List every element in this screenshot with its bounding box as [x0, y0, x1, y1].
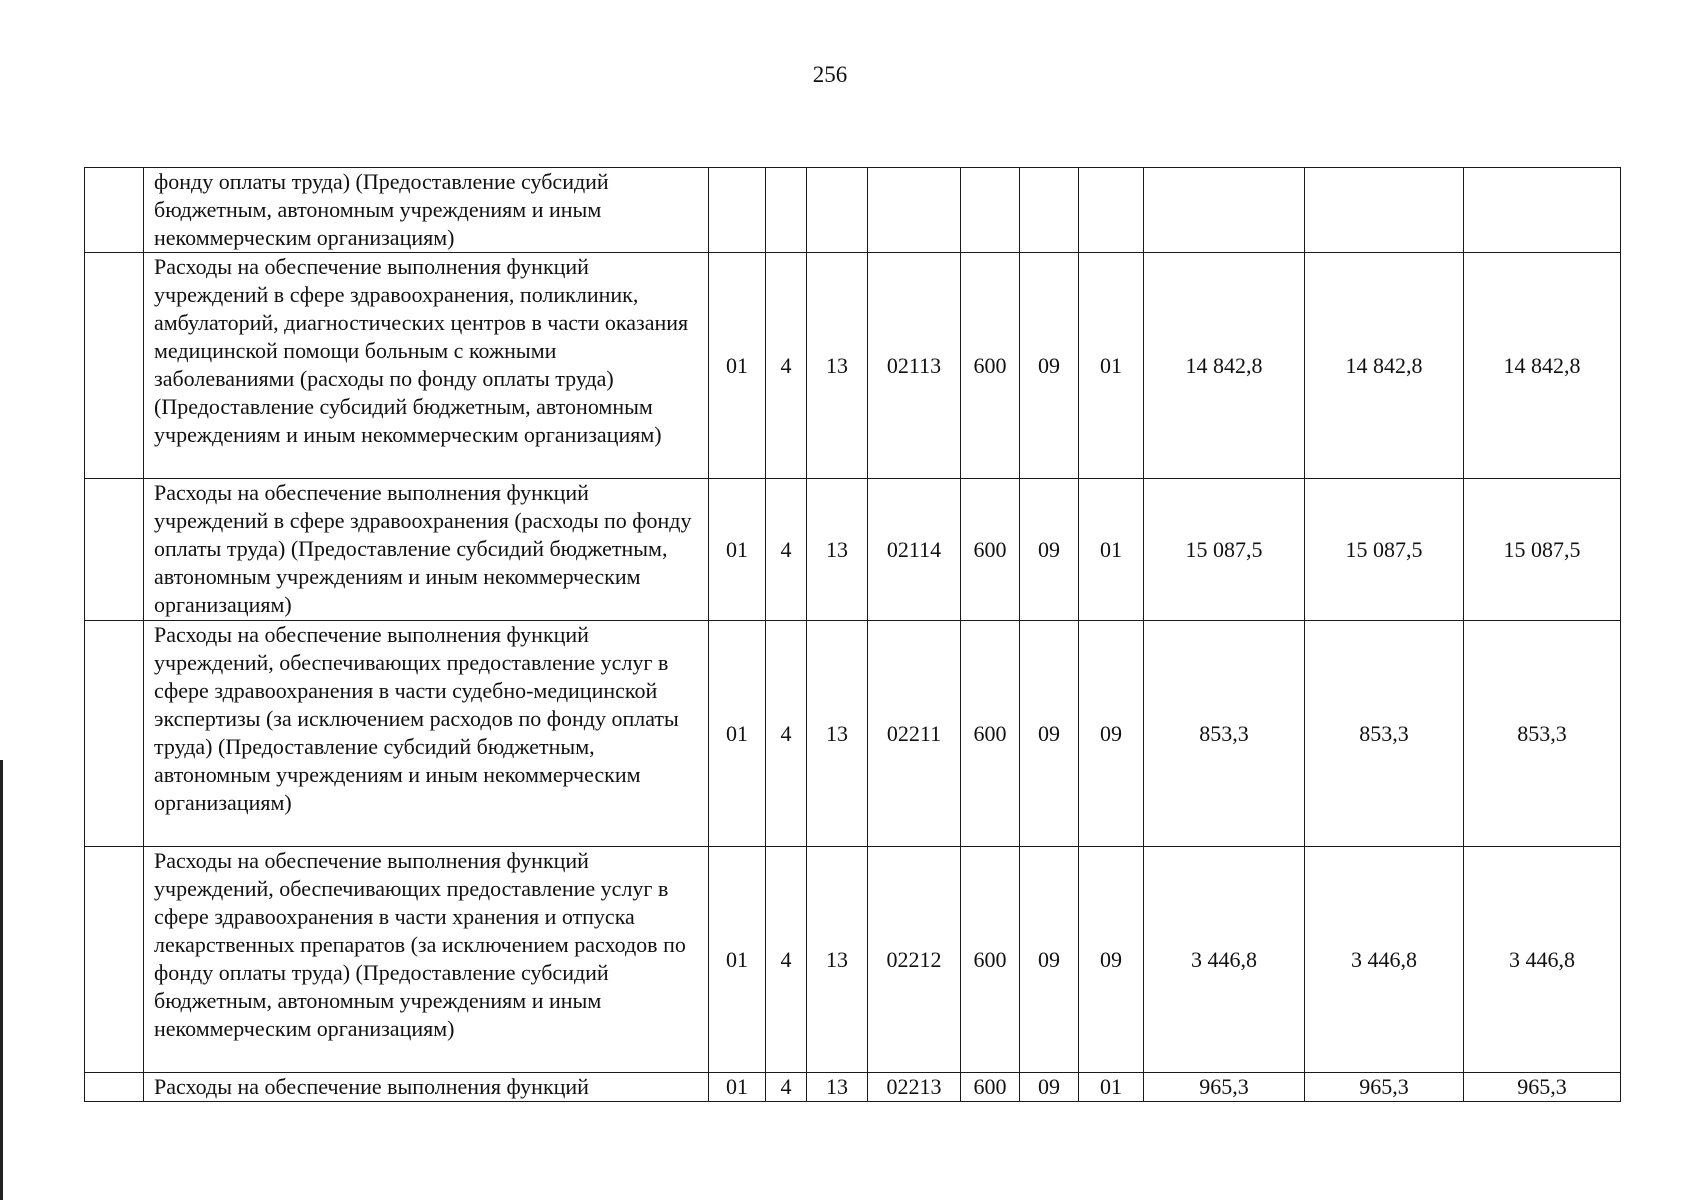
description-cell: фонду оплаты труда) (Предоставление субсидий бюджетным, автономным учреждениям и иным некоммерческим организациям) — [144, 168, 709, 253]
amount-cell: 965,3 — [1464, 1073, 1621, 1102]
row-number-cell — [85, 847, 144, 1073]
code-cell: 02114 — [868, 479, 961, 621]
row-number-cell — [85, 621, 144, 847]
code-cell: 01 — [1079, 1073, 1144, 1102]
scan-edge-mark — [0, 760, 3, 1200]
amount-cell: 15 087,5 — [1305, 479, 1464, 621]
code-cell: 600 — [961, 253, 1020, 479]
amount-cell: 3 446,8 — [1144, 847, 1305, 1073]
code-cell — [1020, 168, 1079, 253]
amount-cell: 853,3 — [1464, 621, 1621, 847]
code-cell: 600 — [961, 479, 1020, 621]
row-number-cell — [85, 1073, 144, 1102]
description-cell: Расходы на обеспечение выполнения функций учреждений, обеспечивающих предоставление услуг в сфере здравоохранения в части хранения и отпуска лекарственных препаратов (за исключением расходов по фонду оплаты труда) (Предоставление субсидий бюджетным, автономным учреждениям и иным некоммерческим организациям) — [144, 847, 709, 1073]
description-cell: Расходы на обеспечение выполнения функций учреждений в сфере здравоохранения (расходы по фонду оплаты труда) (Предоставление субсидий бюджетным, автономным учреждениям и иным некоммерческим организациям) — [144, 479, 709, 621]
code-cell: 09 — [1020, 253, 1079, 479]
code-cell: 01 — [709, 479, 766, 621]
description-cell: Расходы на обеспечение выполнения функций — [144, 1073, 709, 1102]
code-cell: 02212 — [868, 847, 961, 1073]
code-cell: 09 — [1020, 847, 1079, 1073]
code-cell: 01 — [709, 253, 766, 479]
budget-table — [84, 167, 1621, 1102]
code-cell — [766, 168, 807, 253]
page-number: 256 — [812, 62, 848, 87]
code-cell: 13 — [807, 253, 868, 479]
code-cell — [868, 168, 961, 253]
code-cell: 4 — [766, 847, 807, 1073]
amount-cell — [1144, 168, 1305, 253]
code-cell: 4 — [766, 253, 807, 479]
amount-cell: 15 087,5 — [1464, 479, 1621, 621]
code-cell: 09 — [1079, 621, 1144, 847]
code-cell: 4 — [766, 1073, 807, 1102]
amount-cell: 853,3 — [1144, 621, 1305, 847]
code-cell: 09 — [1079, 847, 1144, 1073]
code-cell: 02211 — [868, 621, 961, 847]
table-row — [85, 847, 1621, 1073]
table-row — [85, 168, 1621, 253]
table-row — [85, 1073, 1621, 1102]
code-cell: 01 — [1079, 479, 1144, 621]
amount-cell: 3 446,8 — [1305, 847, 1464, 1073]
amount-cell: 14 842,8 — [1144, 253, 1305, 479]
amount-cell — [1305, 168, 1464, 253]
code-cell — [807, 168, 868, 253]
code-cell: 13 — [807, 1073, 868, 1102]
code-cell: 02113 — [868, 253, 961, 479]
code-cell: 09 — [1020, 621, 1079, 847]
code-cell: 09 — [1020, 479, 1079, 621]
code-cell — [961, 168, 1020, 253]
description-cell: Расходы на обеспечение выполнения функций учреждений в сфере здравоохранения, поликлиник, амбулаторий, диагностических центров в части оказания медицинской помощи больным с кожными заболеваниями (расходы по фонду оплаты труда) (Предоставление субсидий бюджетным, автономным учреждениям и иным некоммерческим организациям) — [144, 253, 709, 479]
row-number-cell — [85, 479, 144, 621]
code-cell: 01 — [709, 621, 766, 847]
amount-cell: 853,3 — [1305, 621, 1464, 847]
code-cell — [709, 168, 766, 253]
amount-cell: 965,3 — [1305, 1073, 1464, 1102]
table-row — [85, 621, 1621, 847]
code-cell: 09 — [1020, 1073, 1079, 1102]
code-cell: 13 — [807, 479, 868, 621]
code-cell: 13 — [807, 847, 868, 1073]
description-cell: Расходы на обеспечение выполнения функций учреждений, обеспечивающих предоставление услуг в сфере здравоохранения в части судебно-медицинской экспертизы (за исключением расходов по фонду оплаты труда) (Предоставление субсидий бюджетным, автономным учреждениям и иным некоммерческим организациям) — [144, 621, 709, 847]
row-number-cell — [85, 168, 144, 253]
amount-cell: 14 842,8 — [1305, 253, 1464, 479]
amount-cell: 3 446,8 — [1464, 847, 1621, 1073]
code-cell: 01 — [709, 1073, 766, 1102]
table-row — [85, 253, 1621, 479]
code-cell: 600 — [961, 1073, 1020, 1102]
code-cell: 600 — [961, 621, 1020, 847]
code-cell: 4 — [766, 621, 807, 847]
amount-cell: 15 087,5 — [1144, 479, 1305, 621]
code-cell: 02213 — [868, 1073, 961, 1102]
amount-cell — [1464, 168, 1621, 253]
amount-cell: 14 842,8 — [1464, 253, 1621, 479]
code-cell: 13 — [807, 621, 868, 847]
row-number-cell — [85, 253, 144, 479]
table-row — [85, 479, 1621, 621]
code-cell — [1079, 168, 1144, 253]
code-cell: 4 — [766, 479, 807, 621]
amount-cell: 965,3 — [1144, 1073, 1305, 1102]
code-cell: 01 — [1079, 253, 1144, 479]
code-cell: 01 — [709, 847, 766, 1073]
code-cell: 600 — [961, 847, 1020, 1073]
